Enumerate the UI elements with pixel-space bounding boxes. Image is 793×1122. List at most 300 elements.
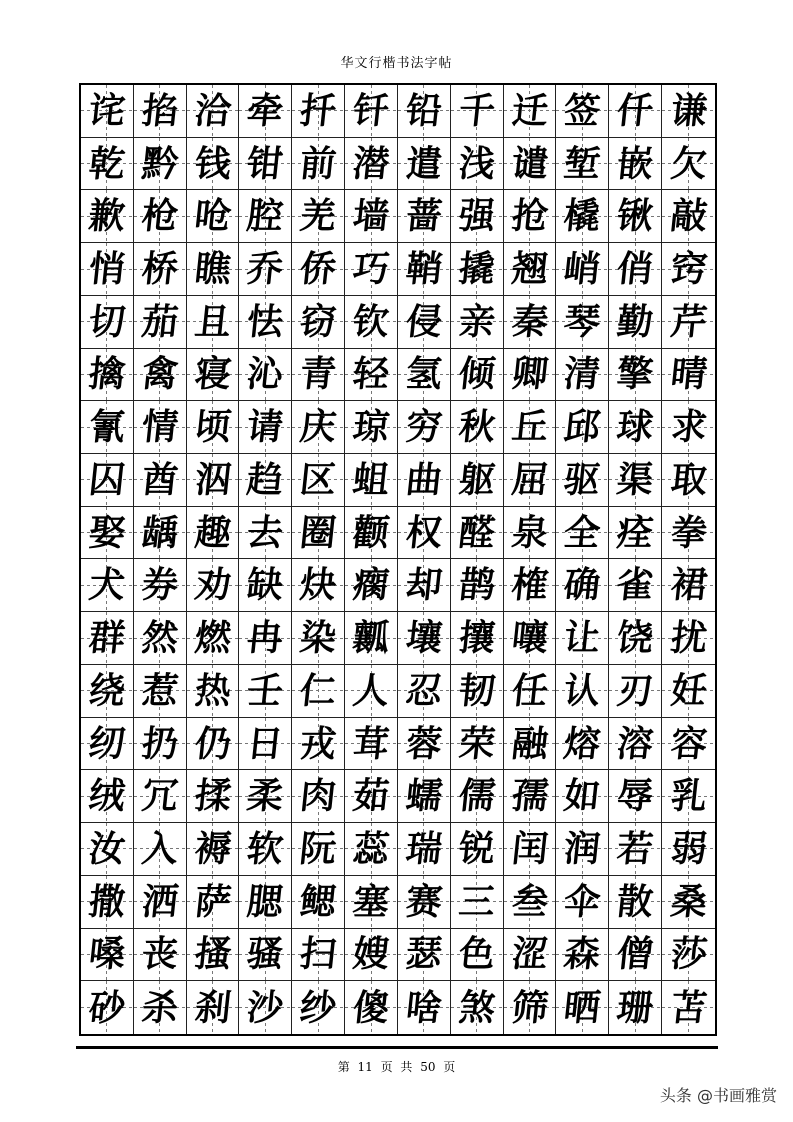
grid-cell <box>134 876 187 929</box>
character: 寝 <box>192 353 233 396</box>
grid-cell <box>292 401 345 454</box>
grid-cell <box>187 138 240 191</box>
character: 翘 <box>509 248 550 291</box>
grid-cell <box>239 349 292 402</box>
character: 邱 <box>562 406 603 449</box>
character: 鞘 <box>403 248 445 291</box>
grid-cell <box>292 929 345 982</box>
grid-cell <box>239 665 292 718</box>
grid-cell <box>134 85 187 138</box>
grid-cell <box>556 718 609 771</box>
character: 谴 <box>509 142 550 185</box>
grid-cell <box>187 190 240 243</box>
grid-cell <box>609 401 662 454</box>
character: 壬 <box>245 669 286 712</box>
grid-cell <box>662 401 715 454</box>
character: 迁 <box>509 89 550 132</box>
grid-cell <box>187 665 240 718</box>
character: 泅 <box>192 458 233 501</box>
grid-cell <box>662 507 715 560</box>
grid-cell <box>398 190 451 243</box>
character: 妊 <box>668 669 709 712</box>
grid-cell <box>345 770 398 823</box>
grid-cell <box>609 559 662 612</box>
grid-cell <box>134 138 187 191</box>
character: 晒 <box>562 986 603 1029</box>
grid-cell <box>609 823 662 876</box>
character: 冗 <box>139 775 180 818</box>
grid-cell <box>81 823 134 876</box>
grid-cell <box>345 507 398 560</box>
character: 涩 <box>509 933 550 976</box>
grid-cell <box>134 401 187 454</box>
grid-cell <box>556 981 609 1034</box>
grid-cell <box>345 401 398 454</box>
character: 琴 <box>562 300 603 343</box>
character: 撒 <box>86 880 128 923</box>
character: 券 <box>139 564 180 607</box>
character: 枪 <box>139 195 180 238</box>
grid-cell <box>187 770 240 823</box>
character: 柔 <box>245 775 286 818</box>
grid-cell <box>292 718 345 771</box>
character: 仟 <box>615 89 656 132</box>
character: 嫂 <box>350 933 392 976</box>
grid-cell <box>609 876 662 929</box>
character: 锹 <box>615 195 656 238</box>
grid-cell <box>345 612 398 665</box>
grid-cell <box>451 770 504 823</box>
grid-cell <box>345 929 398 982</box>
character: 塞 <box>350 880 392 923</box>
character: 阮 <box>298 827 339 870</box>
character: 且 <box>192 300 233 343</box>
character: 榷 <box>509 564 550 607</box>
grid-cell <box>239 296 292 349</box>
character: 染 <box>298 617 339 660</box>
grid-cell <box>134 559 187 612</box>
grid-cell <box>504 85 557 138</box>
grid-cell <box>556 507 609 560</box>
character: 欠 <box>668 142 709 185</box>
grid-cell <box>398 718 451 771</box>
grid-cell <box>504 981 557 1034</box>
character: 瑟 <box>403 933 445 976</box>
character: 炔 <box>298 564 339 607</box>
character: 瑞 <box>403 827 445 870</box>
character: 乔 <box>245 248 286 291</box>
grid-cell <box>292 770 345 823</box>
character-grid <box>79 83 717 1036</box>
grid-cell <box>345 823 398 876</box>
grid-cell <box>662 981 715 1034</box>
character: 氰 <box>86 406 128 449</box>
grid-cell <box>662 876 715 929</box>
character: 去 <box>245 511 286 554</box>
grid-cell <box>81 401 134 454</box>
character: 权 <box>403 511 445 554</box>
grid-cell <box>187 929 240 982</box>
grid-cell <box>81 454 134 507</box>
grid-cell <box>662 612 715 665</box>
character: 氢 <box>403 353 445 396</box>
character: 牵 <box>245 89 286 132</box>
grid-cell <box>239 190 292 243</box>
character: 筛 <box>509 986 550 1029</box>
character: 蓉 <box>403 722 445 765</box>
grid-cell <box>187 349 240 402</box>
grid-cell <box>398 770 451 823</box>
grid-cell <box>187 876 240 929</box>
grid-cell <box>398 138 451 191</box>
character: 冉 <box>245 617 286 660</box>
grid-cell <box>187 612 240 665</box>
character: 擎 <box>615 353 656 396</box>
character: 钱 <box>192 142 233 185</box>
character: 黔 <box>139 142 180 185</box>
character: 伞 <box>562 880 603 923</box>
character: 砂 <box>86 986 128 1029</box>
grid-cell <box>609 138 662 191</box>
grid-cell <box>398 559 451 612</box>
character: 乳 <box>668 775 709 818</box>
grid-cell <box>134 454 187 507</box>
character: 燃 <box>192 617 233 660</box>
grid-cell <box>239 401 292 454</box>
character: 刃 <box>615 669 656 712</box>
character: 纱 <box>298 986 339 1029</box>
grid-cell <box>398 876 451 929</box>
character: 叁 <box>509 880 550 923</box>
grid-cell <box>609 507 662 560</box>
grid-cell <box>345 190 398 243</box>
character: 热 <box>192 669 233 712</box>
grid-cell <box>556 823 609 876</box>
character: 乾 <box>86 142 128 185</box>
character: 僧 <box>615 933 656 976</box>
grid-cell <box>662 665 715 718</box>
grid-cell <box>662 349 715 402</box>
character: 圈 <box>298 511 339 554</box>
grid-cell <box>451 401 504 454</box>
grid-cell <box>451 981 504 1034</box>
grid-cell <box>345 138 398 191</box>
character: 前 <box>298 142 339 185</box>
character: 辱 <box>615 775 656 818</box>
grid-cell <box>81 665 134 718</box>
character: 切 <box>86 300 128 343</box>
grid-cell <box>662 929 715 982</box>
grid-cell <box>451 718 504 771</box>
grid-cell <box>81 770 134 823</box>
character: 沁 <box>245 353 286 396</box>
grid-cell <box>239 981 292 1034</box>
character: 顷 <box>192 406 233 449</box>
character: 鳃 <box>298 880 339 923</box>
character: 褥 <box>192 827 233 870</box>
grid-cell <box>187 454 240 507</box>
grid-cell <box>81 612 134 665</box>
character: 全 <box>562 511 603 554</box>
grid-cell <box>292 138 345 191</box>
grid-cell <box>239 770 292 823</box>
character: 缺 <box>245 564 286 607</box>
character: 卿 <box>509 353 550 396</box>
character: 沙 <box>245 986 286 1029</box>
grid-cell <box>504 507 557 560</box>
grid-cell <box>398 823 451 876</box>
character: 杀 <box>139 986 180 1029</box>
grid-cell <box>504 559 557 612</box>
character: 如 <box>562 775 603 818</box>
character: 渠 <box>615 458 656 501</box>
character: 庆 <box>298 406 339 449</box>
character: 屈 <box>509 458 550 501</box>
grid-cell <box>609 612 662 665</box>
character: 锐 <box>456 827 497 870</box>
grid-cell <box>451 929 504 982</box>
character: 呛 <box>192 195 233 238</box>
character: 龋 <box>139 511 180 554</box>
grid-cell <box>504 296 557 349</box>
character: 茸 <box>350 722 392 765</box>
character: 铅 <box>403 89 445 132</box>
grid-cell <box>345 85 398 138</box>
character: 巧 <box>350 248 392 291</box>
page-title: 华文行楷书法字帖 <box>340 56 453 71</box>
grid-cell <box>398 612 451 665</box>
grid-cell <box>292 349 345 402</box>
character: 瘸 <box>350 564 392 607</box>
grid-cell <box>556 665 609 718</box>
character: 骚 <box>245 933 286 976</box>
grid-cell <box>292 981 345 1034</box>
grid-cell <box>609 770 662 823</box>
character: 囚 <box>86 458 128 501</box>
character: 韧 <box>456 669 497 712</box>
character: 敲 <box>668 195 709 238</box>
character: 掐 <box>139 89 180 132</box>
character: 溶 <box>615 722 656 765</box>
grid-cell <box>239 876 292 929</box>
grid-cell <box>134 296 187 349</box>
grid-cell <box>609 243 662 296</box>
character: 驱 <box>562 458 603 501</box>
character: 确 <box>562 564 603 607</box>
character: 人 <box>350 669 392 712</box>
character: 痊 <box>615 511 656 554</box>
grid-cell <box>134 507 187 560</box>
character: 抢 <box>509 195 550 238</box>
grid-cell <box>556 296 609 349</box>
character: 熔 <box>562 722 603 765</box>
character: 肉 <box>298 775 339 818</box>
character: 瓤 <box>350 617 392 660</box>
grid-cell <box>81 349 134 402</box>
grid-cell <box>345 349 398 402</box>
grid-cell <box>292 243 345 296</box>
character: 擒 <box>86 353 128 396</box>
character: 若 <box>615 827 656 870</box>
character: 软 <box>245 827 286 870</box>
character: 嗓 <box>86 933 128 976</box>
character: 腔 <box>245 195 286 238</box>
character: 煞 <box>456 986 497 1029</box>
grid-cell <box>292 296 345 349</box>
character: 饶 <box>615 617 656 660</box>
grid-cell <box>292 454 345 507</box>
character: 酋 <box>139 458 180 501</box>
grid-cell <box>662 559 715 612</box>
character: 趋 <box>245 458 286 501</box>
character: 穷 <box>403 406 445 449</box>
character: 刹 <box>192 986 233 1029</box>
grid-cell <box>662 296 715 349</box>
grid-cell <box>398 401 451 454</box>
grid-cell <box>239 454 292 507</box>
grid-cell <box>556 138 609 191</box>
grid-cell <box>662 190 715 243</box>
character: 仍 <box>192 722 233 765</box>
character: 颧 <box>350 511 392 554</box>
grid-cell <box>662 138 715 191</box>
watermark: 头条 @书画雅赏 <box>659 1086 777 1105</box>
grid-cell <box>556 85 609 138</box>
character: 橇 <box>562 195 603 238</box>
grid-cell <box>345 243 398 296</box>
grid-cell <box>662 718 715 771</box>
character: 入 <box>139 827 180 870</box>
character: 潜 <box>350 142 392 185</box>
grid-cell <box>662 770 715 823</box>
grid-cell <box>187 718 240 771</box>
grid-cell <box>187 507 240 560</box>
character: 洒 <box>139 880 180 923</box>
character: 傻 <box>350 986 392 1029</box>
character: 谦 <box>668 89 709 132</box>
grid-cell <box>345 296 398 349</box>
character: 茄 <box>139 300 180 343</box>
grid-cell <box>81 981 134 1034</box>
character: 嵌 <box>615 142 656 185</box>
grid-cell <box>239 612 292 665</box>
grid-cell <box>239 559 292 612</box>
grid-cell <box>187 981 240 1034</box>
grid-cell <box>504 929 557 982</box>
grid-cell <box>239 929 292 982</box>
grid-cell <box>398 981 451 1034</box>
grid-cell <box>239 507 292 560</box>
page-number: 第 11 页 共 50 页 <box>337 1060 456 1074</box>
character: 绕 <box>86 669 128 712</box>
character: 纫 <box>86 722 128 765</box>
character: 日 <box>245 722 286 765</box>
character: 取 <box>668 458 709 501</box>
character: 汝 <box>86 827 128 870</box>
character: 苫 <box>668 986 709 1029</box>
grid-cell <box>398 243 451 296</box>
character: 容 <box>668 722 709 765</box>
grid-cell <box>134 823 187 876</box>
grid-cell <box>504 401 557 454</box>
character: 芹 <box>668 300 709 343</box>
grid-cell <box>292 823 345 876</box>
grid-cell <box>81 296 134 349</box>
grid-cell <box>81 85 134 138</box>
character: 峭 <box>562 248 603 291</box>
character: 侨 <box>298 248 339 291</box>
grid-cell <box>662 85 715 138</box>
character: 娶 <box>86 511 128 554</box>
grid-cell <box>134 665 187 718</box>
character: 亲 <box>456 300 497 343</box>
grid-cell <box>398 349 451 402</box>
grid-cell <box>239 243 292 296</box>
character: 丘 <box>509 406 550 449</box>
grid-cell <box>398 296 451 349</box>
character: 撬 <box>456 248 497 291</box>
character: 扫 <box>298 933 339 976</box>
character: 墙 <box>350 195 392 238</box>
character: 桥 <box>139 248 180 291</box>
grid-cell <box>187 296 240 349</box>
character: 钦 <box>350 300 392 343</box>
grid-cell <box>451 296 504 349</box>
character: 搔 <box>192 933 233 976</box>
character: 蔷 <box>403 195 445 238</box>
grid-cell <box>187 243 240 296</box>
grid-cell <box>239 85 292 138</box>
grid-cell <box>504 138 557 191</box>
grid-cell <box>134 929 187 982</box>
grid-cell <box>609 454 662 507</box>
grid-cell <box>609 981 662 1034</box>
character: 曲 <box>403 458 445 501</box>
grid-cell <box>609 85 662 138</box>
grid-cell <box>556 929 609 982</box>
character: 情 <box>139 406 180 449</box>
grid-cell <box>398 454 451 507</box>
grid-cell <box>81 718 134 771</box>
character: 惹 <box>139 669 180 712</box>
grid-cell <box>662 243 715 296</box>
bottom-rule <box>76 1046 718 1049</box>
grid-cell <box>556 876 609 929</box>
grid-cell <box>609 349 662 402</box>
character: 润 <box>562 827 603 870</box>
character: 壤 <box>403 617 445 660</box>
character: 腮 <box>245 880 286 923</box>
grid-cell <box>81 507 134 560</box>
grid-cell <box>451 665 504 718</box>
character: 清 <box>562 353 603 396</box>
character: 趣 <box>192 511 233 554</box>
character: 签 <box>562 89 603 132</box>
grid-cell <box>398 665 451 718</box>
grid-cell <box>556 401 609 454</box>
grid-cell <box>556 454 609 507</box>
grid-cell <box>292 85 345 138</box>
character: 泉 <box>509 511 550 554</box>
grid-cell <box>504 349 557 402</box>
character: 萨 <box>192 880 233 923</box>
grid-cell <box>345 876 398 929</box>
character: 让 <box>562 617 603 660</box>
character: 诧 <box>86 89 128 132</box>
character: 洽 <box>192 89 233 132</box>
character: 请 <box>245 406 286 449</box>
grid-cell <box>504 770 557 823</box>
